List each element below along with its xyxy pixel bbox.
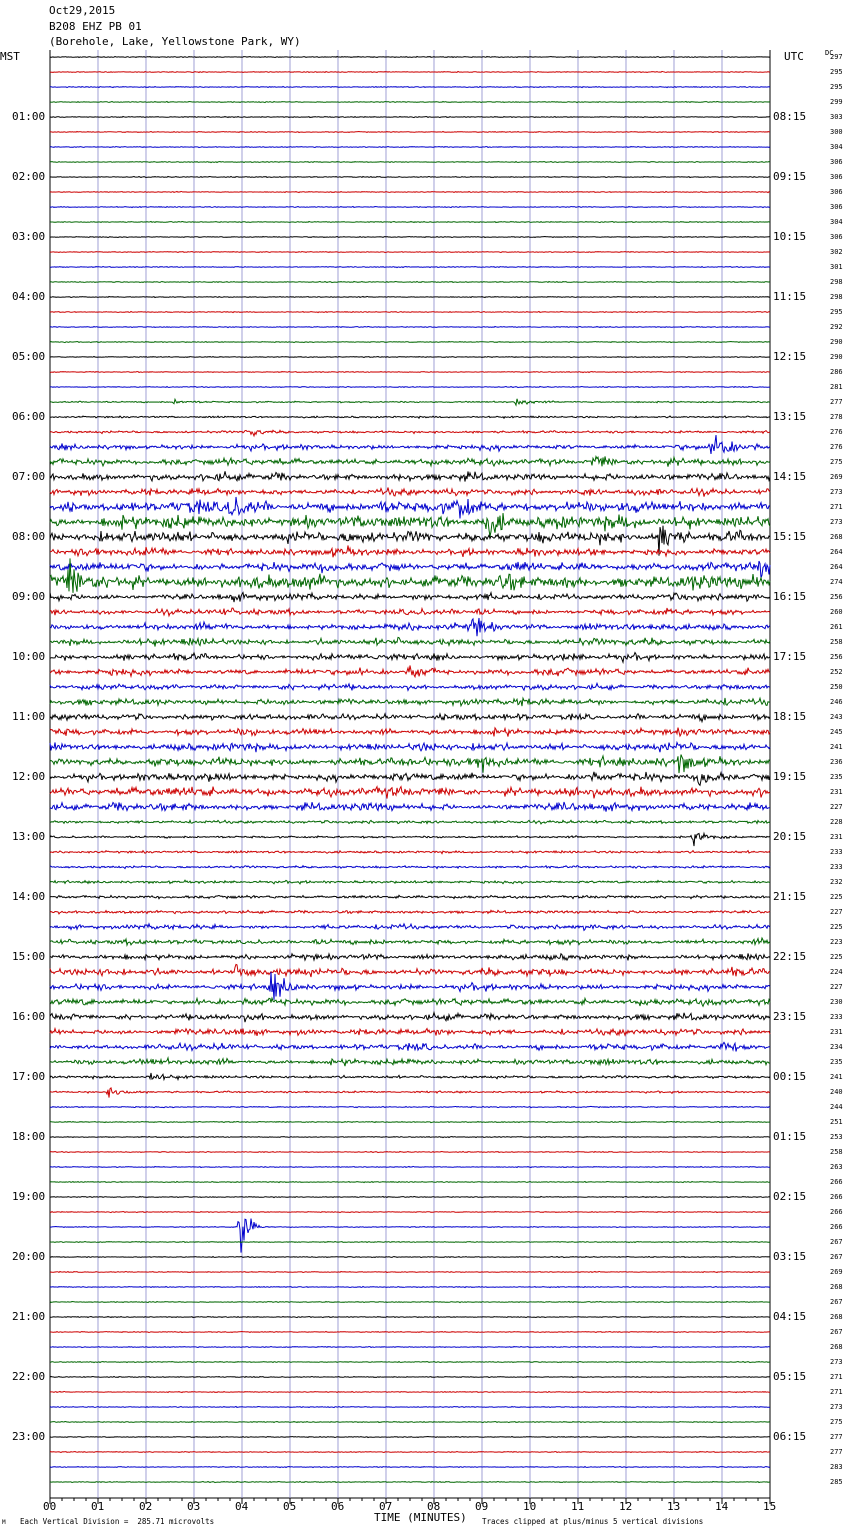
trace-line bbox=[50, 820, 770, 824]
trace-line bbox=[50, 267, 770, 268]
utc-hour-label: 19:15 bbox=[773, 770, 807, 783]
trace-line bbox=[50, 102, 770, 103]
trace-line bbox=[50, 177, 770, 178]
dc-offset-value: 271 bbox=[830, 1388, 843, 1396]
dc-offset-value: 253 bbox=[830, 1133, 843, 1141]
dc-offset-value: 264 bbox=[830, 563, 843, 571]
trace-line bbox=[50, 430, 770, 436]
mst-hour-label: 07:00 bbox=[12, 470, 46, 483]
trace-line bbox=[50, 1332, 770, 1333]
trace-line bbox=[50, 1287, 770, 1288]
utc-hour-label: 05:15 bbox=[773, 1370, 807, 1383]
trace-line bbox=[50, 593, 770, 603]
station-location: (Borehole, Lake, Yellowstone Park, WY) bbox=[49, 35, 301, 48]
trace-line bbox=[50, 237, 770, 238]
dc-offset-value: 233 bbox=[830, 863, 843, 871]
utc-hour-label: 02:15 bbox=[773, 1190, 807, 1203]
trace-line bbox=[50, 1182, 770, 1183]
dc-offset-value: 223 bbox=[830, 938, 843, 946]
mst-hour-label: 20:00 bbox=[12, 1250, 46, 1263]
dc-offset-value: 274 bbox=[830, 578, 843, 586]
dc-offset-value: 273 bbox=[830, 518, 843, 526]
dc-offset-value: 283 bbox=[830, 1463, 843, 1471]
dc-offset-value: 234 bbox=[830, 1043, 843, 1051]
utc-hour-label: 22:15 bbox=[773, 950, 807, 963]
trace-line bbox=[50, 608, 770, 616]
trace-line bbox=[50, 1073, 770, 1080]
dc-offset-value: 233 bbox=[830, 1013, 843, 1021]
trace-line bbox=[50, 456, 770, 466]
dc-offset-value: 298 bbox=[830, 278, 843, 286]
dc-offset-value: 268 bbox=[830, 533, 843, 541]
mst-hour-label: 11:00 bbox=[12, 710, 46, 723]
utc-hour-label: 06:15 bbox=[773, 1430, 807, 1443]
utc-hour-label: 10:15 bbox=[773, 230, 807, 243]
trace-line bbox=[50, 357, 770, 358]
mst-hour-label: 16:00 bbox=[12, 1010, 46, 1023]
dc-offset-value: 273 bbox=[830, 488, 843, 496]
dc-offset-value: 266 bbox=[830, 1223, 843, 1231]
trace-line bbox=[50, 162, 770, 163]
dc-offset-value: 303 bbox=[830, 113, 843, 121]
trace-line bbox=[50, 666, 770, 677]
trace-line bbox=[50, 147, 770, 148]
trace-line bbox=[50, 964, 770, 977]
dc-offset-value: 243 bbox=[830, 713, 843, 721]
dc-offset-value: 306 bbox=[830, 233, 843, 241]
trace-line bbox=[50, 1106, 770, 1107]
dc-offset-value: 252 bbox=[830, 668, 843, 676]
dc-offset-value: 267 bbox=[830, 1328, 843, 1336]
trace-line bbox=[50, 1219, 770, 1253]
trace-line bbox=[50, 387, 770, 388]
x-tick-label: 13 bbox=[667, 1500, 681, 1513]
dc-offset-value: 290 bbox=[830, 338, 843, 346]
trace-line bbox=[50, 513, 770, 536]
trace-line bbox=[50, 252, 770, 253]
utc-hour-label: 21:15 bbox=[773, 890, 807, 903]
dc-offset-value: 306 bbox=[830, 188, 843, 196]
utc-hour-label: 12:15 bbox=[773, 350, 807, 363]
dc-offset-value: 298 bbox=[830, 293, 843, 301]
dc-offset-value: 277 bbox=[830, 398, 843, 406]
dc-offset-value: 266 bbox=[830, 1193, 843, 1201]
trace-line bbox=[50, 71, 770, 72]
dc-offset-value: 246 bbox=[830, 698, 843, 706]
chart-date: Oct29,2015 bbox=[49, 4, 116, 17]
mst-hour-label: 15:00 bbox=[12, 950, 46, 963]
utc-hour-label: 18:15 bbox=[773, 710, 807, 723]
dc-offset-value: 267 bbox=[830, 1298, 843, 1306]
dc-offset-value: 306 bbox=[830, 203, 843, 211]
trace-line bbox=[50, 938, 770, 945]
dc-offset-value: 285 bbox=[830, 1478, 843, 1486]
trace-line bbox=[50, 714, 770, 722]
dc-offset-value: 231 bbox=[830, 788, 843, 796]
x-axis-title: TIME (MINUTES) bbox=[374, 1511, 467, 1524]
dc-offset-value: 268 bbox=[830, 1283, 843, 1291]
dc-offset-value: 245 bbox=[830, 728, 843, 736]
dc-offset-value: 232 bbox=[830, 878, 843, 886]
x-tick-label: 00 bbox=[43, 1500, 57, 1513]
dc-offset-value: 233 bbox=[830, 848, 843, 856]
trace-line bbox=[50, 1088, 770, 1098]
dc-offset-value: 244 bbox=[830, 1103, 843, 1111]
x-tick-label: 14 bbox=[715, 1500, 729, 1513]
mst-hour-label: 12:00 bbox=[12, 770, 46, 783]
dc-offset-value: 236 bbox=[830, 758, 843, 766]
dc-offset-value: 276 bbox=[830, 428, 843, 436]
station-code: B208 EHZ PB 01 bbox=[49, 20, 142, 33]
utc-hour-label: 13:15 bbox=[773, 410, 807, 423]
dc-offset-value: 302 bbox=[830, 248, 843, 256]
x-tick-label: 06 bbox=[331, 1500, 345, 1513]
trace-line bbox=[50, 683, 770, 690]
trace-line bbox=[50, 1257, 770, 1258]
dc-offset-value: 295 bbox=[830, 83, 843, 91]
dc-offset-value: 264 bbox=[830, 548, 843, 556]
trace-line bbox=[50, 1166, 770, 1167]
dc-offset-value: 227 bbox=[830, 983, 843, 991]
trace-line bbox=[50, 1377, 770, 1378]
trace-line bbox=[50, 1029, 770, 1036]
dc-offset-value: 269 bbox=[830, 473, 843, 481]
trace-line bbox=[50, 87, 770, 88]
utc-hour-label: 23:15 bbox=[773, 1010, 807, 1023]
x-tick-label: 04 bbox=[235, 1500, 249, 1513]
mst-hour-label: 04:00 bbox=[12, 290, 46, 303]
mst-hour-label: 18:00 bbox=[12, 1130, 46, 1143]
dc-offset-value: 231 bbox=[830, 833, 843, 841]
trace-line bbox=[50, 1152, 770, 1153]
dc-offset-value: 277 bbox=[830, 1433, 843, 1441]
dc-offset-value: 271 bbox=[830, 1373, 843, 1381]
mst-hour-label: 19:00 bbox=[12, 1190, 46, 1203]
trace-line bbox=[50, 399, 770, 405]
utc-hour-label: 20:15 bbox=[773, 830, 807, 843]
dc-offset-value: 230 bbox=[830, 998, 843, 1006]
trace-line bbox=[50, 910, 770, 914]
trace-line bbox=[50, 1302, 770, 1303]
utc-axis-label: UTC bbox=[784, 50, 804, 63]
trace-line bbox=[50, 1013, 770, 1023]
dc-offset-value: 276 bbox=[830, 443, 843, 451]
dc-offset-value: 273 bbox=[830, 1403, 843, 1411]
dc-offset-value: 304 bbox=[830, 143, 843, 151]
mst-hour-label: 03:00 bbox=[12, 230, 46, 243]
trace-line bbox=[50, 834, 770, 847]
mst-hour-label: 08:00 bbox=[12, 530, 46, 543]
trace-line bbox=[50, 416, 770, 418]
dc-offset-value: 275 bbox=[830, 1418, 843, 1426]
utc-hour-label: 08:15 bbox=[773, 110, 807, 123]
utc-hour-label: 14:15 bbox=[773, 470, 807, 483]
trace-line bbox=[50, 1121, 770, 1122]
trace-line bbox=[50, 207, 770, 208]
dc-offset-value: 267 bbox=[830, 1238, 843, 1246]
trace-line bbox=[50, 895, 770, 898]
trace-line bbox=[50, 561, 770, 578]
dc-offset-value: 297 bbox=[830, 53, 843, 61]
trace-line bbox=[50, 372, 770, 373]
trace-line bbox=[50, 1391, 770, 1392]
trace-line bbox=[50, 787, 770, 799]
trace-line bbox=[50, 342, 770, 343]
dc-offset-value: 281 bbox=[830, 383, 843, 391]
dc-offset-value: 306 bbox=[830, 173, 843, 181]
trace-line bbox=[50, 1242, 770, 1243]
mst-axis-label: MST bbox=[0, 50, 20, 63]
dc-offset-value: 266 bbox=[830, 1178, 843, 1186]
dc-offset-value: 225 bbox=[830, 923, 843, 931]
dc-offset-value: 301 bbox=[830, 263, 843, 271]
trace-line bbox=[50, 1467, 770, 1468]
trace-line bbox=[50, 618, 770, 636]
trace-line bbox=[50, 282, 770, 283]
trace-line bbox=[50, 1042, 770, 1051]
dc-offset-value: 256 bbox=[830, 653, 843, 661]
x-tick-label: 12 bbox=[619, 1500, 633, 1513]
dc-offset-value: 235 bbox=[830, 773, 843, 781]
mst-hour-label: 22:00 bbox=[12, 1370, 46, 1383]
utc-hour-label: 15:15 bbox=[773, 530, 807, 543]
trace-line bbox=[50, 488, 770, 497]
dc-offset-value: 224 bbox=[830, 968, 843, 976]
mst-hour-label: 02:00 bbox=[12, 170, 46, 183]
trace-line bbox=[50, 546, 770, 558]
trace-line bbox=[50, 296, 770, 297]
mst-hour-label: 01:00 bbox=[12, 110, 46, 123]
trace-line bbox=[50, 132, 770, 133]
dc-offset-value: 306 bbox=[830, 158, 843, 166]
utc-hour-label: 03:15 bbox=[773, 1250, 807, 1263]
x-tick-label: 07 bbox=[379, 1500, 393, 1513]
dc-offset-value: 271 bbox=[830, 503, 843, 511]
trace-line bbox=[50, 1347, 770, 1348]
dc-offset-value: 290 bbox=[830, 353, 843, 361]
trace-line bbox=[50, 1362, 770, 1363]
trace-line bbox=[50, 802, 770, 812]
trace-line bbox=[50, 653, 770, 663]
mst-hour-label: 13:00 bbox=[12, 830, 46, 843]
dc-offset-value: 266 bbox=[830, 1208, 843, 1216]
trace-line bbox=[50, 1407, 770, 1408]
dc-offset-value: 225 bbox=[830, 893, 843, 901]
dc-offset-value: 292 bbox=[830, 323, 843, 331]
dc-offset-value: 269 bbox=[830, 1268, 843, 1276]
trace-line bbox=[50, 772, 770, 786]
x-tick-label: 11 bbox=[571, 1500, 585, 1513]
x-tick-label: 05 bbox=[283, 1500, 297, 1513]
dc-offset-value: 275 bbox=[830, 458, 843, 466]
trace-line bbox=[50, 497, 770, 519]
trace-line bbox=[50, 1271, 770, 1272]
trace-line bbox=[50, 953, 770, 960]
dc-offset-value: 231 bbox=[830, 1028, 843, 1036]
scale-note: Each Vertical Division = 285.71 microvolts bbox=[20, 1517, 215, 1526]
dc-offset-value: 286 bbox=[830, 368, 843, 376]
trace-line bbox=[50, 637, 770, 646]
mst-hour-label: 05:00 bbox=[12, 350, 46, 363]
dc-offset-value: 258 bbox=[830, 638, 843, 646]
mst-hour-label: 14:00 bbox=[12, 890, 46, 903]
mst-hour-label: 23:00 bbox=[12, 1430, 46, 1443]
trace-line bbox=[50, 1482, 770, 1483]
utc-hour-label: 09:15 bbox=[773, 170, 807, 183]
trace-line bbox=[50, 698, 770, 706]
trace-line bbox=[50, 1212, 770, 1213]
dc-offset-value: 258 bbox=[830, 1148, 843, 1156]
mst-hour-label: 10:00 bbox=[12, 650, 46, 663]
clip-note: Traces clipped at plus/minus 5 vertical divisions bbox=[482, 1517, 704, 1526]
trace-line bbox=[50, 1058, 770, 1066]
trace-line bbox=[50, 326, 770, 327]
trace-line bbox=[50, 57, 770, 58]
dc-offset-value: 228 bbox=[830, 818, 843, 826]
utc-hour-label: 00:15 bbox=[773, 1070, 807, 1083]
dc-offset-value: 268 bbox=[830, 1343, 843, 1351]
utc-hour-label: 01:15 bbox=[773, 1130, 807, 1143]
trace-line bbox=[50, 880, 770, 884]
x-tick-label: 10 bbox=[523, 1500, 537, 1513]
dc-label: DC bbox=[825, 49, 834, 57]
trace-line bbox=[50, 1137, 770, 1138]
x-tick-label: 09 bbox=[475, 1500, 489, 1513]
trace-line bbox=[50, 435, 770, 454]
trace-line bbox=[50, 471, 770, 481]
dc-offset-value: 268 bbox=[830, 1313, 843, 1321]
mst-hour-label: 21:00 bbox=[12, 1310, 46, 1323]
dc-offset-value: 250 bbox=[830, 683, 843, 691]
trace-line bbox=[50, 755, 770, 774]
utc-hour-label: 11:15 bbox=[773, 290, 807, 303]
dc-offset-value: 299 bbox=[830, 98, 843, 106]
x-tick-label: 08 bbox=[427, 1500, 441, 1513]
utc-hour-label: 17:15 bbox=[773, 650, 807, 663]
dc-offset-value: 260 bbox=[830, 608, 843, 616]
trace-line bbox=[50, 116, 770, 117]
trace-line bbox=[50, 1452, 770, 1453]
trace-line bbox=[50, 1196, 770, 1197]
dc-offset-value: 273 bbox=[830, 1358, 843, 1366]
trace-line bbox=[50, 1421, 770, 1422]
trace-line bbox=[50, 866, 770, 869]
dc-offset-value: 240 bbox=[830, 1088, 843, 1096]
trace-line bbox=[50, 728, 770, 737]
dc-offset-value: 261 bbox=[830, 623, 843, 631]
mst-hour-label: 17:00 bbox=[12, 1070, 46, 1083]
trace-line bbox=[50, 1316, 770, 1317]
utc-hour-label: 16:15 bbox=[773, 590, 807, 603]
trace-line bbox=[50, 972, 770, 1000]
dc-offset-value: 278 bbox=[830, 413, 843, 421]
dc-offset-value: 235 bbox=[830, 1058, 843, 1066]
dc-offset-value: 227 bbox=[830, 908, 843, 916]
dc-offset-value: 267 bbox=[830, 1253, 843, 1261]
trace-line bbox=[50, 924, 770, 931]
trace-line bbox=[50, 312, 770, 313]
trace-line bbox=[50, 191, 770, 192]
trace-line bbox=[50, 1437, 770, 1438]
dc-offset-value: 304 bbox=[830, 218, 843, 226]
x-tick-label: 03 bbox=[187, 1500, 201, 1513]
dc-offset-value: 251 bbox=[830, 1118, 843, 1126]
dc-offset-value: 295 bbox=[830, 308, 843, 316]
dc-offset-value: 241 bbox=[830, 1073, 843, 1081]
dc-offset-value: 241 bbox=[830, 743, 843, 751]
dc-offset-value: 295 bbox=[830, 68, 843, 76]
dc-offset-value: 277 bbox=[830, 1448, 843, 1456]
dc-offset-value: 263 bbox=[830, 1163, 843, 1171]
trace-line bbox=[50, 221, 770, 222]
trace-line bbox=[50, 743, 770, 753]
x-tick-label: 15 bbox=[763, 1500, 777, 1513]
utc-hour-label: 04:15 bbox=[773, 1310, 807, 1323]
mst-hour-label: 06:00 bbox=[12, 410, 46, 423]
dc-offset-value: 256 bbox=[830, 593, 843, 601]
corner-mark: M bbox=[2, 1519, 6, 1526]
x-tick-label: 02 bbox=[139, 1500, 153, 1513]
trace-line bbox=[50, 998, 770, 1006]
mst-hour-label: 09:00 bbox=[12, 590, 46, 603]
dc-offset-value: 300 bbox=[830, 128, 843, 136]
dc-offset-value: 225 bbox=[830, 953, 843, 961]
trace-line bbox=[50, 851, 770, 854]
x-tick-label: 01 bbox=[91, 1500, 105, 1513]
dc-offset-value: 227 bbox=[830, 803, 843, 811]
